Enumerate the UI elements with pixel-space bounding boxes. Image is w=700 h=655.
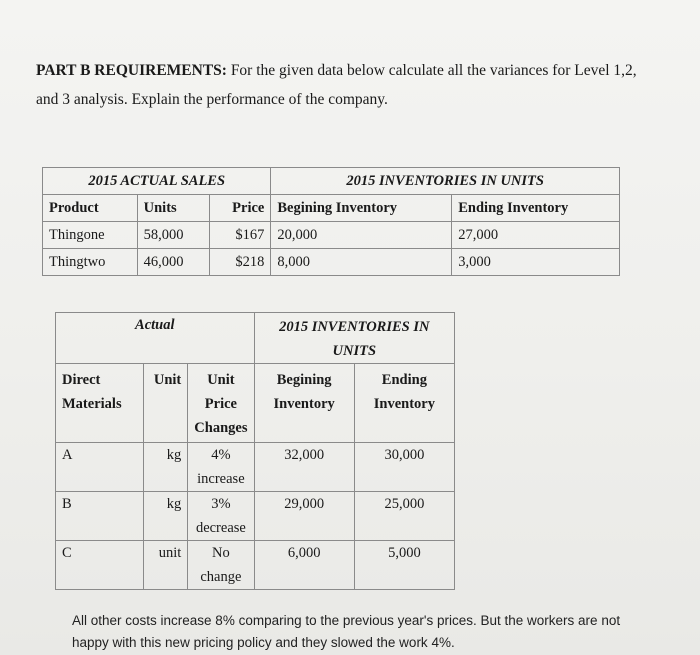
sales-title: 2015 ACTUAL SALES <box>43 168 271 195</box>
table-row <box>43 249 620 276</box>
begin-inventory-cell: 6,000 <box>254 541 354 590</box>
unit-cell: kg <box>144 492 188 541</box>
begin-inventory-cell: 8,000 <box>271 249 452 276</box>
table-row <box>56 443 455 492</box>
price-change-cell: 4% increase <box>188 443 254 492</box>
end-inventory-cell: 27,000 <box>452 222 620 249</box>
unit-cell: unit <box>144 541 188 590</box>
end-inventory-cell: 5,000 <box>354 541 454 590</box>
header-price: Price <box>209 195 271 222</box>
units-cell: 46,000 <box>137 249 209 276</box>
actual-title: Actual <box>56 313 255 364</box>
price-change-cell: 3% decrease <box>188 492 254 541</box>
header-begining-inventory-2: Begining Inventory <box>254 364 354 443</box>
header-ending-inventory: Ending Inventory <box>452 195 620 222</box>
price-change-cell: No change <box>188 541 254 590</box>
header-direct-materials: Direct Materials <box>56 364 144 443</box>
end-inventory-cell: 25,000 <box>354 492 454 541</box>
product-cell: Thingone <box>43 222 138 249</box>
header-units: Units <box>137 195 209 222</box>
begin-inventory-cell: 29,000 <box>254 492 354 541</box>
material-cell: B <box>56 492 144 541</box>
material-cell: A <box>56 443 144 492</box>
price-cell: $167 <box>209 222 271 249</box>
requirements-label: PART B REQUIREMENTS: <box>36 62 227 79</box>
header-ending-inventory-2: Ending Inventory <box>354 364 454 443</box>
requirements-paragraph <box>36 56 656 114</box>
actual-sales-inventory-table <box>42 167 620 276</box>
header-unit: Unit <box>144 364 188 443</box>
inventory-title-2: 2015 INVENTORIES IN UNITS <box>254 313 454 364</box>
requirements-text: For the given data below calculate all the variances for Level 1,2, and 3 analysis. Explain the performance of the company. <box>36 62 637 108</box>
inventory-title: 2015 INVENTORIES IN UNITS <box>271 168 620 195</box>
product-cell: Thingtwo <box>43 249 138 276</box>
begin-inventory-cell: 20,000 <box>271 222 452 249</box>
header-product: Product <box>43 195 138 222</box>
direct-materials-table <box>55 312 455 590</box>
footnote: All other costs increase 8% comparing to the previous year's prices. But the workers are not happy with this new pricing policy and they slowed the work 4%. <box>72 613 621 650</box>
end-inventory-cell: 30,000 <box>354 443 454 492</box>
header-begining-inventory: Begining Inventory <box>271 195 452 222</box>
material-cell: C <box>56 541 144 590</box>
begin-inventory-cell: 32,000 <box>254 443 354 492</box>
header-unit-price-changes: Unit Price Changes <box>188 364 254 443</box>
table-row <box>56 492 455 541</box>
end-inventory-cell: 3,000 <box>452 249 620 276</box>
units-cell: 58,000 <box>137 222 209 249</box>
unit-cell: kg <box>144 443 188 492</box>
price-cell: $218 <box>209 249 271 276</box>
table-row <box>43 222 620 249</box>
table-row <box>56 541 455 590</box>
